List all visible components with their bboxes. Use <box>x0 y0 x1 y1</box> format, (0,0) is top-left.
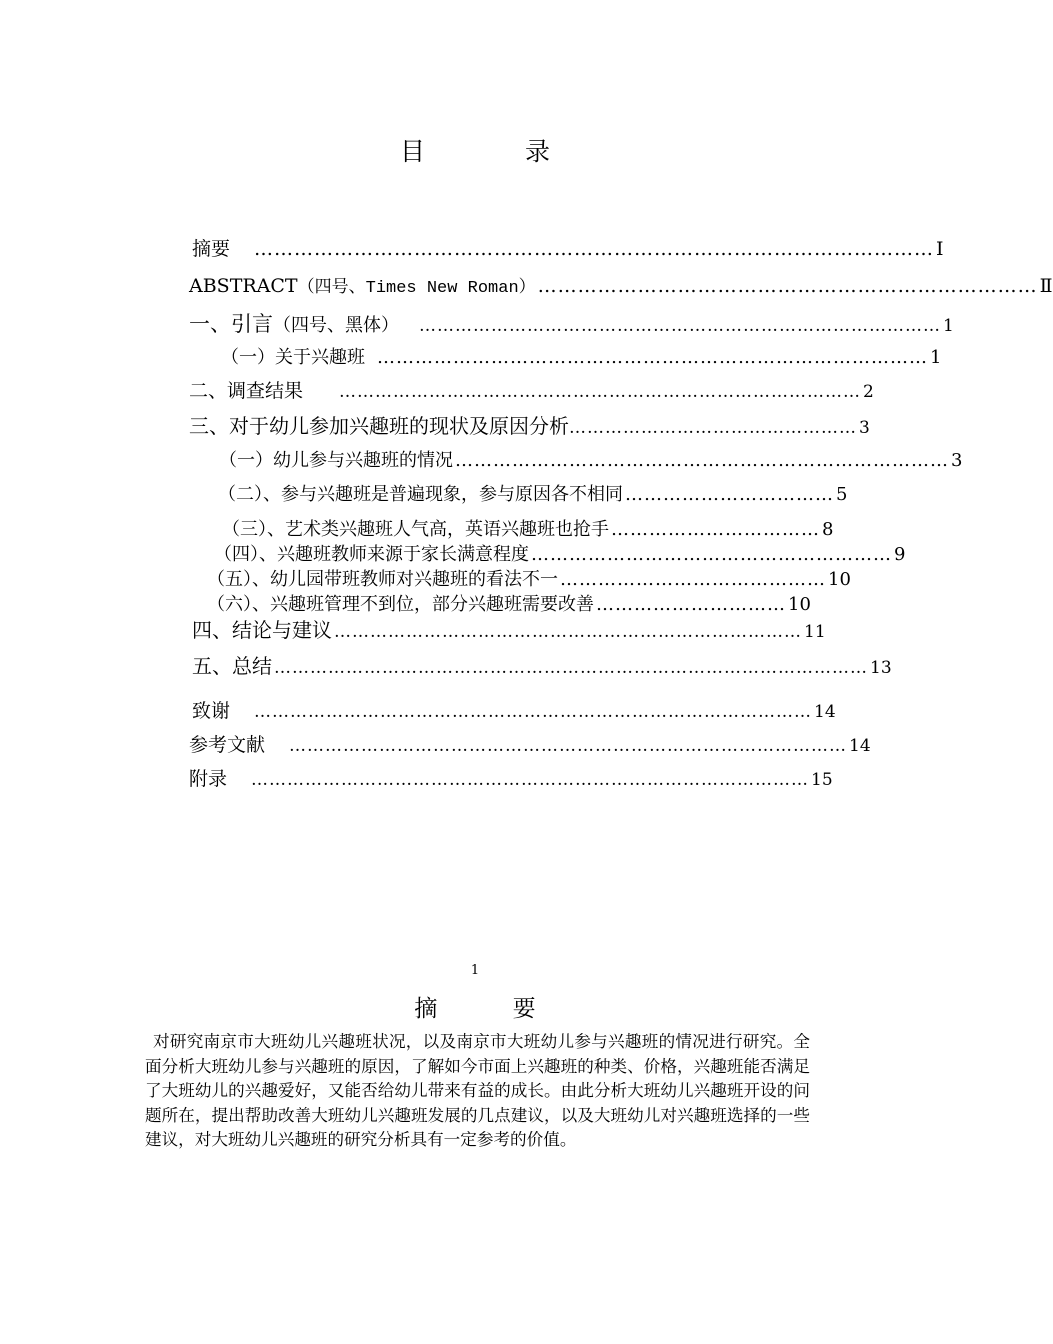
page-number: 1 <box>470 963 480 978</box>
toc-entry-page: 14 <box>814 702 836 722</box>
toc-entry-label: 四、结论与建议 <box>192 618 332 642</box>
toc-entry-page: 14 <box>849 736 871 756</box>
toc-leader: …………………………………………………………………… <box>455 450 949 471</box>
toc-entry-page: 10 <box>828 569 851 590</box>
toc-leader: …………………………… <box>625 484 834 505</box>
toc-entry-page: 8 <box>822 519 834 540</box>
toc-entry-label: 二、调查结果 <box>189 380 304 402</box>
toc-entry-label: 致谢 <box>192 700 231 722</box>
toc-leader: ………………………………………………………………………………… <box>251 770 810 790</box>
toc-entry-label: 五、总结 <box>192 654 272 678</box>
toc-entry-label: 一、引言 <box>189 312 273 336</box>
toc-entry-page: Ⅱ <box>1039 275 1053 297</box>
toc-entry[interactable] <box>189 271 1053 301</box>
toc-entry[interactable] <box>192 651 892 681</box>
toc-entry[interactable] <box>219 446 963 476</box>
toc-entry-page: 2 <box>863 382 874 402</box>
toc-leader: …………………………………………………………………………… <box>339 382 862 402</box>
toc-entry[interactable] <box>189 309 954 339</box>
toc-entry-label: （一）关于兴趣班 <box>221 347 365 368</box>
toc-leader: ……………………………………………………………………………………… <box>274 658 868 678</box>
toc-leader: …………………………… <box>611 519 820 540</box>
toc-leader: ………………………………………………… <box>531 544 892 565</box>
toc-entry-label: 摘要 <box>192 238 231 260</box>
toc-leader: ………………………… <box>596 594 786 615</box>
toc-entry[interactable] <box>192 234 944 264</box>
toc-leader: ………………………………………………………………………………… <box>254 702 813 722</box>
toc-entry[interactable] <box>189 411 870 441</box>
toc-entry-page: 13 <box>870 658 892 678</box>
toc-entry-label: ABSTRACT <box>189 275 298 297</box>
toc-entry[interactable] <box>192 696 836 726</box>
toc-entry[interactable] <box>189 764 833 794</box>
toc-leader: …………………………………… <box>560 569 826 590</box>
toc-entry[interactable] <box>189 730 871 760</box>
toc-leader: ………………………………………………………………………………………… <box>254 238 935 260</box>
toc-entry[interactable] <box>189 376 874 406</box>
toc-entry-page: 3 <box>859 418 870 438</box>
toc-title: 目 录 <box>400 137 596 166</box>
toc-leader: ………………………………………………………………………………… <box>289 736 848 756</box>
toc-entry[interactable] <box>221 343 942 373</box>
toc-entry-label: （四）、兴趣班教师来源于家长满意程度 <box>214 544 529 565</box>
toc-entry-page: 10 <box>788 594 811 615</box>
toc-entry-page: 5 <box>836 484 848 505</box>
toc-entry-label: （一）幼儿参与兴趣班的情况 <box>219 450 453 471</box>
toc-entry-page: 11 <box>804 622 826 642</box>
abstract-body: 对研究南京市大班幼儿兴趣班状况，以及南京市大班幼儿参与兴趣班的情况进行研究。全面分析大班幼儿参与兴趣班的原因，了解如今市面上兴趣班的种类、价格，兴趣班能否满足了大班幼儿的兴趣爱好，又能否给幼儿带来有益的成长。由此分析大班幼儿兴趣班开设的问题所在，提出帮助改善大班幼儿兴趣班发展的几点建议，以及大班幼儿对兴趣班选择的一些建议，对大班幼儿兴趣班的研究分析具有一定参考的价值。 <box>145 1032 810 1150</box>
toc-entry-page: 1 <box>930 347 942 368</box>
toc-entry-label: 三、对于幼儿参加兴趣班的现状及原因分析 <box>189 414 569 438</box>
toc-leader: …………………………………………………………………………… <box>377 347 928 368</box>
toc-leader: ………………………………………… <box>569 418 857 438</box>
toc-entry-label: （二）、参与兴趣班是普遍现象，参与原因各不相同 <box>218 484 623 505</box>
toc-entry-page: 9 <box>894 544 906 565</box>
toc-entry-label-note: （四号、黑体） <box>273 315 399 336</box>
toc-entry-label: （五）、幼儿园带班教师对兴趣班的看法不一 <box>207 569 558 590</box>
toc-entry-page: 15 <box>811 770 833 790</box>
toc-leader: …………………………………………………………………… <box>334 622 802 642</box>
toc-leader: …………………………………………………………………………… <box>419 316 941 336</box>
toc-entry-label-note: （四号、Times New Roman） <box>297 279 536 298</box>
toc-entry-label: 参考文献 <box>189 734 266 756</box>
toc-entry-page: 3 <box>951 450 963 471</box>
toc-entry[interactable] <box>218 480 848 510</box>
toc-entry-page: 1 <box>943 316 954 336</box>
toc-entry-label: （六）、兴趣班管理不到位，部分兴趣班需要改善 <box>207 594 594 615</box>
toc-leader: ………………………………………………………………… <box>537 275 1038 297</box>
toc-entry[interactable] <box>192 615 826 645</box>
toc-entry-label: 附录 <box>189 768 228 790</box>
toc-entry-page: Ⅰ <box>936 238 944 260</box>
toc-entry-label: （三）、艺术类兴趣班人气高，英语兴趣班也抢手 <box>222 519 609 540</box>
abstract-title: 摘 要 <box>414 996 570 1022</box>
